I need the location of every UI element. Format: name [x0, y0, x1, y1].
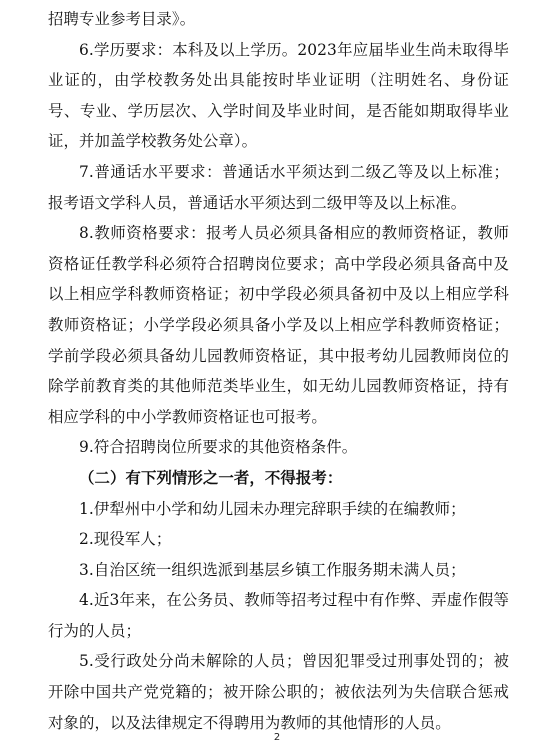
paragraph-ineligible-1: 1.伊犁州中小学和幼儿园未办理完辞职手续的在编教师； — [79, 499, 466, 518]
paragraph-education-requirement: 6.学历要求：本科及以上学历。2023年应届毕业生尚未取得毕业证的，由学校教务处出具能按时毕业证明（注明姓名、身份证号、专业、学历层次、入学时间及毕业时间，是否能如期取得毕业证，并加盖学校教务处公章）。 — [48, 40, 509, 151]
paragraph-ineligible-4: 4.近3年来，在公务员、教师等招考过程中有作弊、弄虚作假等行为的人员； — [48, 591, 509, 640]
document-body — [48, 4, 509, 738]
page-number: 2 — [273, 732, 281, 743]
section-heading-ineligible: （二）有下列情形之一者，不得报考： — [79, 468, 343, 487]
paragraph-mandarin-requirement: 7.普通话水平要求：普通话水平须达到二级乙等及以上标准；报考语文学科人员，普通话水平须达到二级甲等及以上标准。 — [48, 162, 509, 212]
paragraph-other-conditions: 9.符合招聘岗位所要求的其他资格条件。 — [79, 438, 358, 457]
paragraph-teacher-qualification: 8.教师资格要求：报考人员必须具备相应的教师资格证，教师资格证任教学科必须符合招聘岗位要求；高中学段必须具备高中及以上相应学科教师资格证；初中学段必须具备初中及以上相应学科教师资格证；小学学段必须具备小学及以上相应学科教师资格证；学前学段必须具备幼儿园教师资格证，其中报考幼儿园教师岗位的除学前教育类的其他师范类毕业生，如无幼儿园教师资格证，持有相应学科的中小学教师资格证也可报考。 — [48, 224, 509, 426]
paragraph-catalog-end: 招聘专业参考目录》。 — [48, 10, 196, 28]
paragraph-ineligible-5: 5.受行政处分尚未解除的人员；曾因犯罪受过刑事处罚的；被开除中国共产党党籍的；被开除公职的；被依法列为失信联合惩戒对象的，以及法律规定不得聘用为教师的其他情形的人员。 — [48, 652, 509, 732]
paragraph-ineligible-2: 2.现役军人； — [79, 530, 172, 549]
paragraph-ineligible-3: 3.自治区统一组织选派到基层乡镇工作服务期未满人员； — [79, 560, 466, 579]
